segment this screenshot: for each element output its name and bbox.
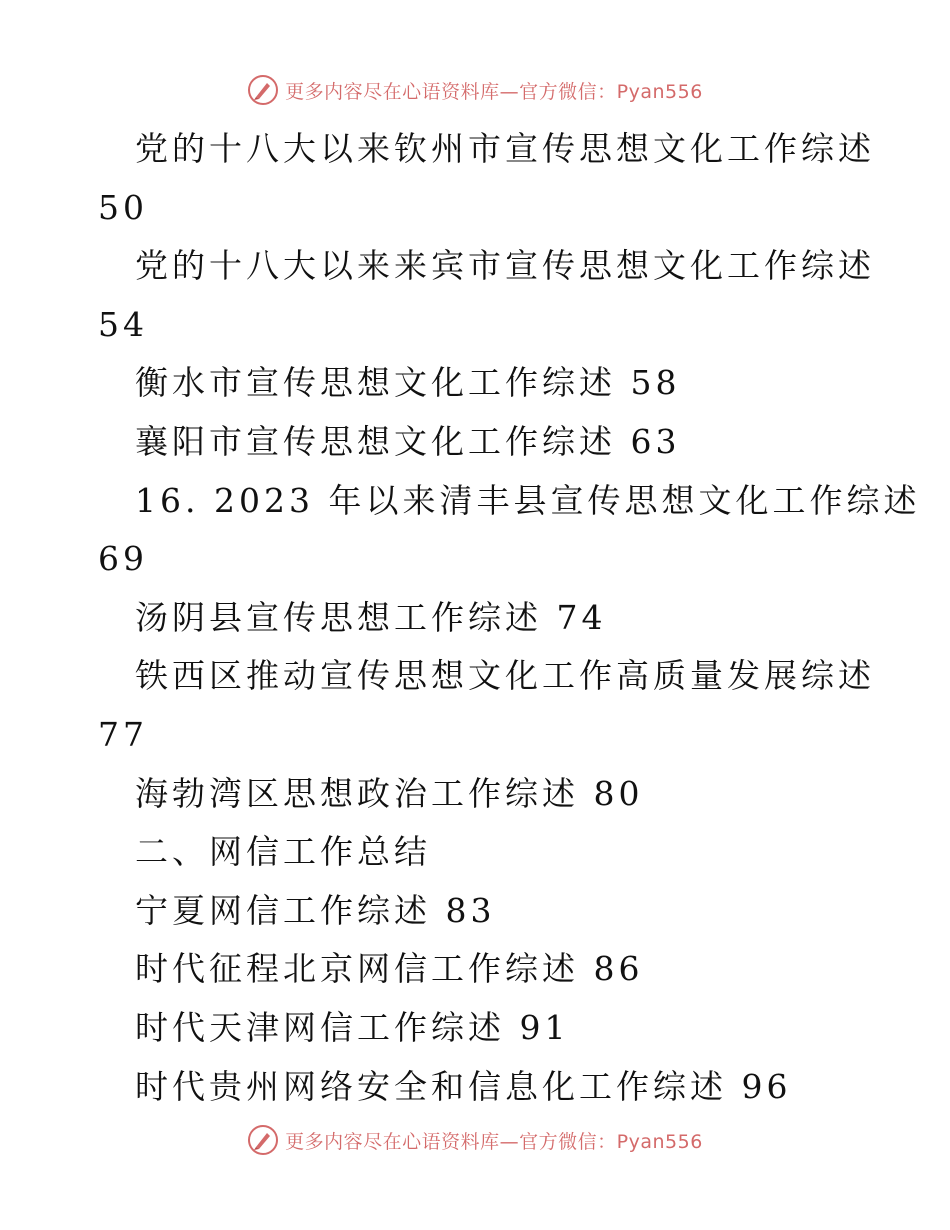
toc-entry: 衡水市宣传思想文化工作综述 58: [135, 363, 681, 403]
toc-page-number: 77: [98, 715, 148, 754]
toc-entry: 海勃湾区思想政治工作综述 80: [135, 773, 644, 813]
toc-entry: 宁夏网信工作综述 83: [135, 890, 496, 930]
header-banner: [0, 70, 950, 110]
toc-page-number: 69: [98, 539, 148, 579]
pen-logo-icon: [247, 74, 279, 106]
toc-entry: 时代天津网信工作综述 91: [135, 1008, 570, 1047]
toc-entry: 时代贵州网络安全和信息化工作综述 96: [135, 1066, 792, 1106]
toc-entry: 党的十八大以来来宾市宣传思想文化工作综述: [135, 246, 875, 286]
footer-banner-text: 更多内容尽在心语资料库—官方微信：Pyan556: [285, 1130, 703, 1153]
toc-page-number: 54: [98, 304, 148, 344]
toc-entry: 16. 2023 年以来清丰县宣传思想文化工作综述: [135, 480, 921, 520]
footer-banner: [0, 1120, 950, 1160]
toc-entry: 党的十八大以来钦州市宣传思想文化工作综述: [135, 129, 875, 168]
pen-logo-icon: [247, 1124, 279, 1156]
toc-entry: 襄阳市宣传思想文化工作综述 63: [135, 422, 681, 461]
toc-entry: 二、网信工作总结: [135, 832, 431, 872]
toc-entry: 铁西区推动宣传思想文化工作高质量发展综述: [135, 656, 875, 696]
toc-entry: 汤阴县宣传思想工作综述 74: [135, 597, 607, 637]
toc-entry: 时代征程北京网信工作综述 86: [135, 949, 644, 989]
header-banner-text: 更多内容尽在心语资料库—官方微信：Pyan556: [285, 80, 703, 103]
toc-page-number: 50: [98, 187, 148, 227]
